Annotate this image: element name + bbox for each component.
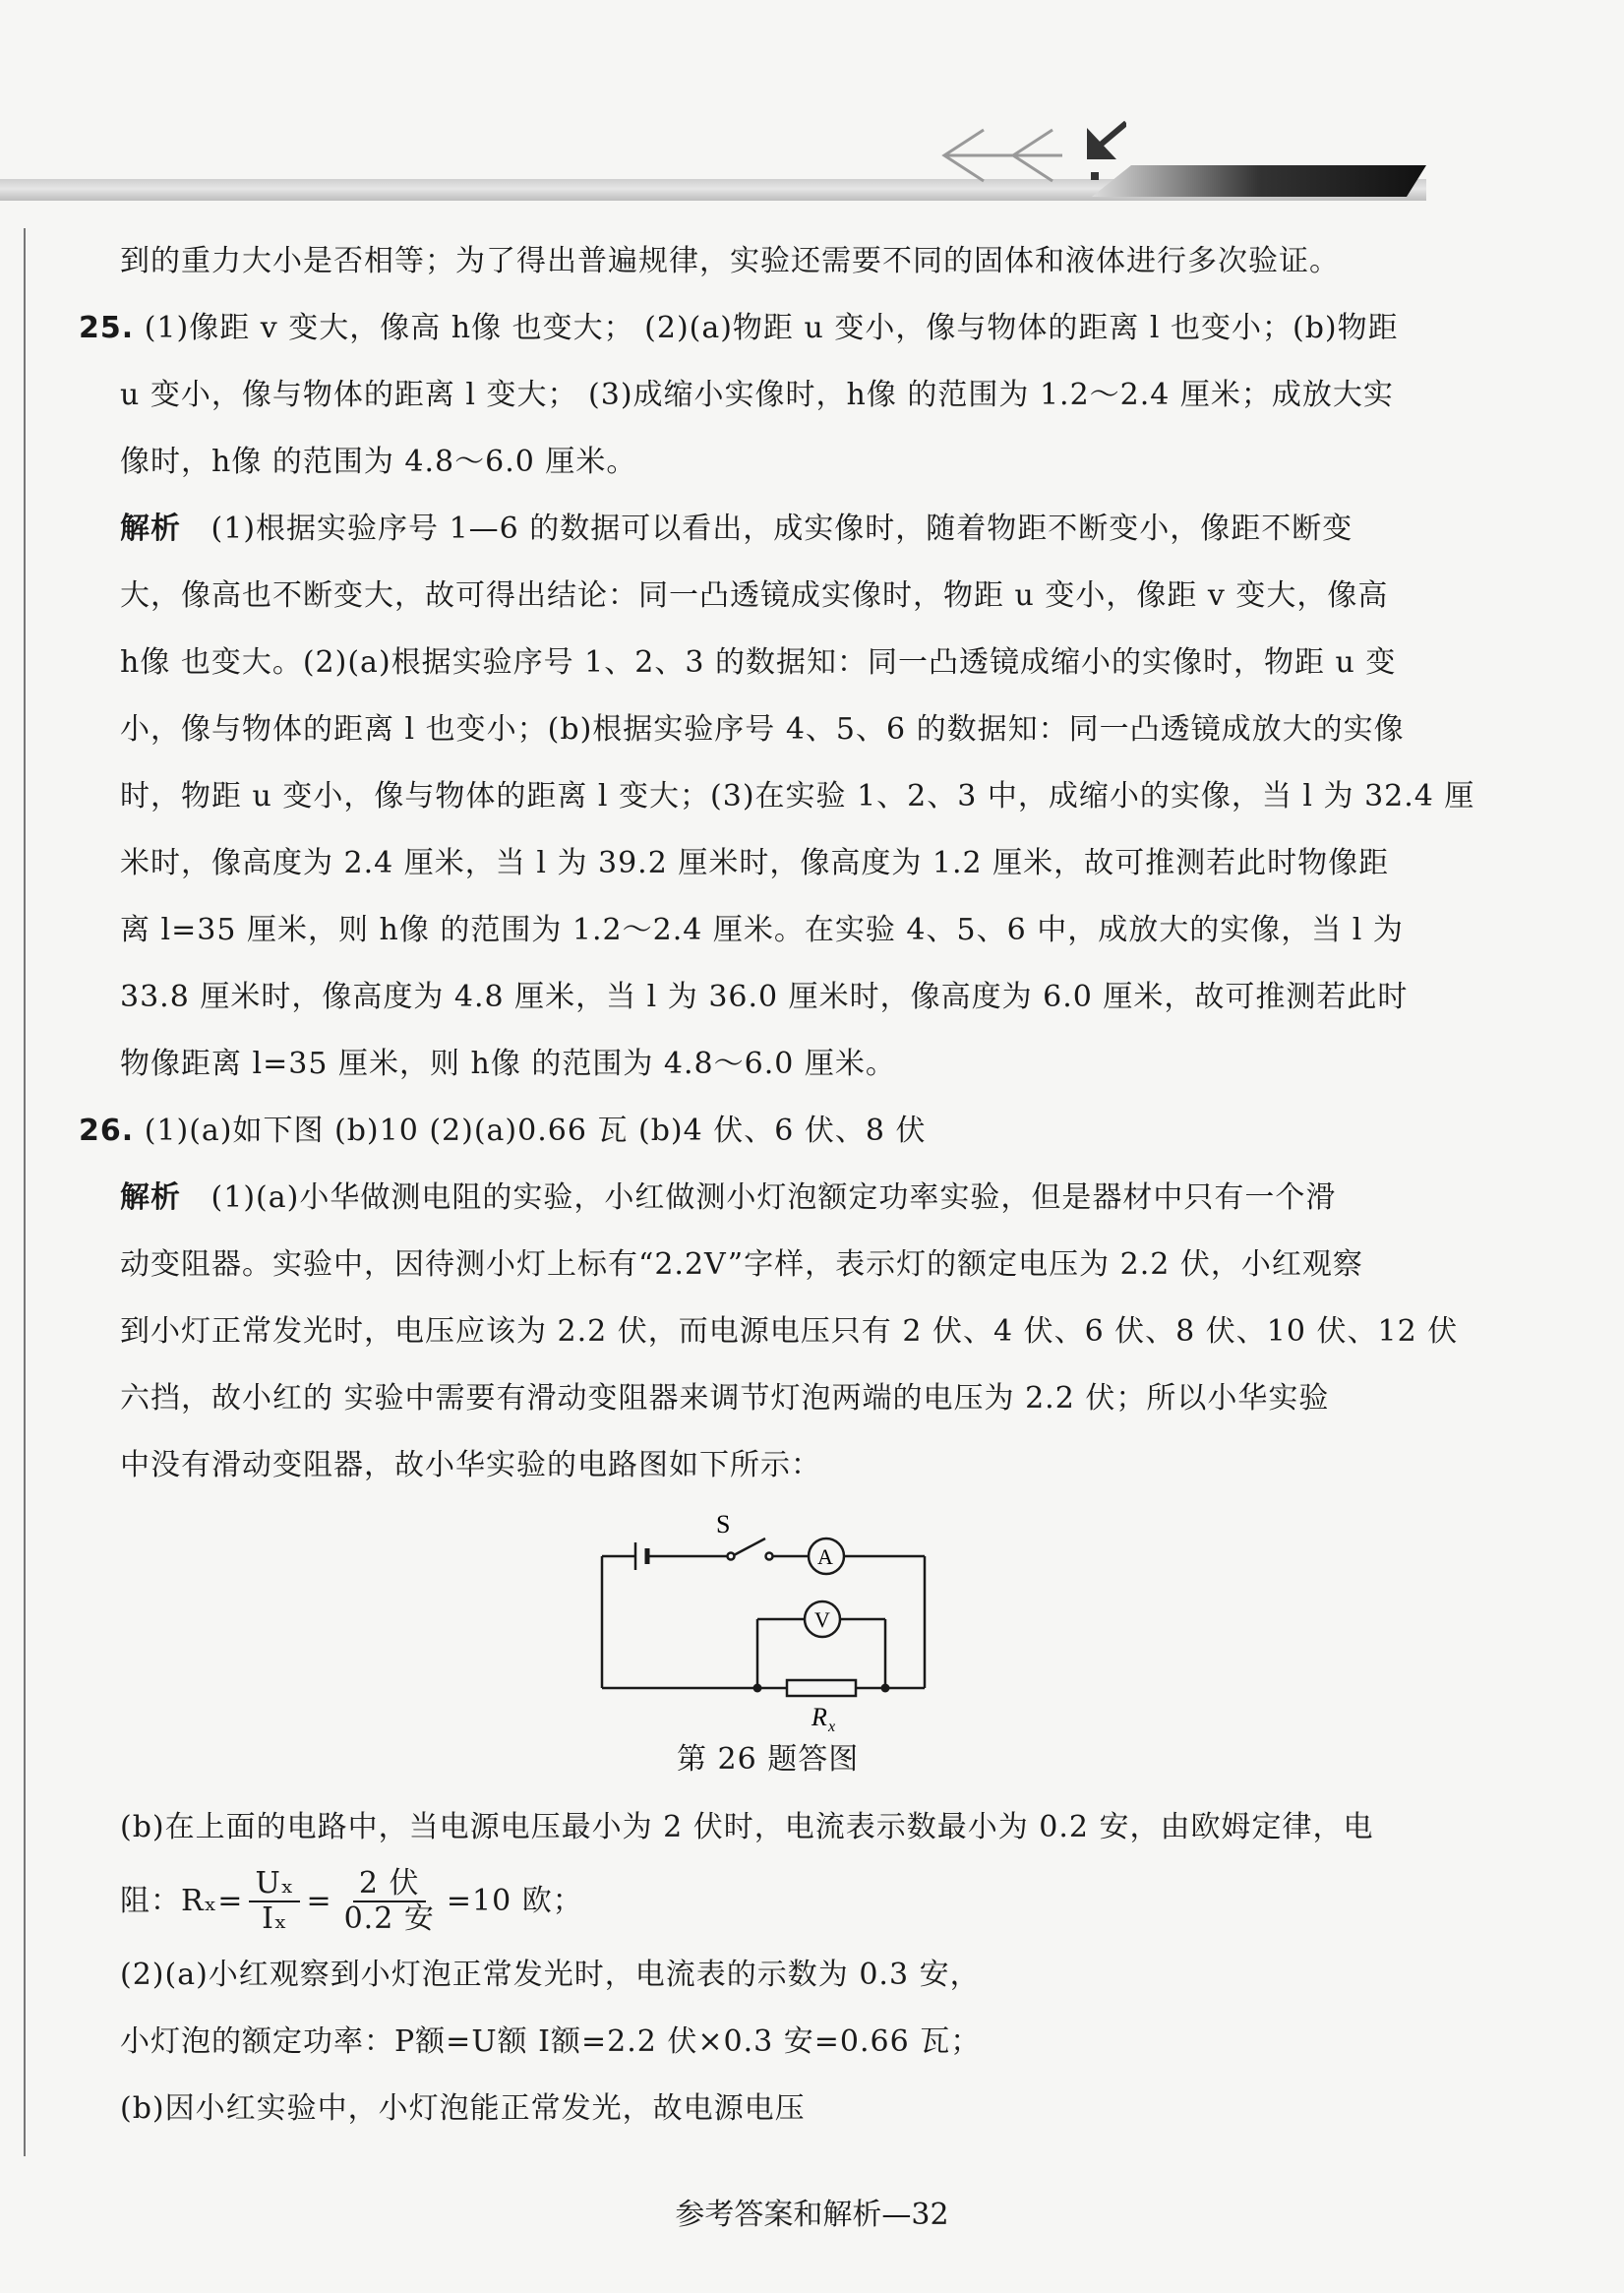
fraction-numerator: 2 伏 — [353, 1867, 426, 1902]
switch-contact — [766, 1553, 773, 1560]
q25-analysis-line: h像 也变大。(2)(a)根据实验序号 1、2、3 的数据知：同一凸透镜成缩小的实像时，物距 u 变 — [120, 645, 1397, 680]
fraction-u-over-i — [249, 1867, 300, 1936]
q25-analysis-line: 物像距离 l=35 厘米，则 h像 的范围为 4.8～6.0 厘米。 — [120, 1047, 896, 1081]
q26-analysis-line: (2)(a)小红观察到小灯泡正常发光时，电流表的示数为 0.3 安， — [120, 1958, 981, 1992]
q25-analysis-line: 33.8 厘米时，像高度为 4.8 厘米，当 l 为 36.0 厘米时，像高度为 6.0 厘米，故可推测若此时 — [120, 980, 1409, 1014]
q26-analysis-line: 小灯泡的额定功率：P额=U额 I额=2.2 伏×0.3 安=0.66 瓦； — [120, 2024, 982, 2059]
formula-prefix: 阻：Rₓ= — [120, 1884, 244, 1918]
q25-analysis-line — [79, 496, 1426, 563]
fraction-numerator: Uₓ — [249, 1867, 300, 1902]
circuit-figure — [79, 1499, 1426, 1794]
voltmeter-label: V — [814, 1607, 831, 1632]
page-content — [79, 228, 1475, 2142]
q26-answer-line — [79, 1098, 1426, 1165]
q26-analysis-line: 六挡，故小红的 实验中需要有滑动变阻器来调节灯泡两端的电压为 2.2 伏；所以小华实验 — [120, 1381, 1330, 1416]
q26-analysis-line: (b)因小红实验中，小灯泡能正常发光，故电源电压 — [120, 2091, 806, 2126]
q25-answer-line: u 变小，像与物体的距离 l 变大； (3)成缩小实像时，h像 的范围为 1.2～2.4 厘米；成放大实 — [120, 378, 1394, 412]
q26-analysis-label: 解析 — [120, 1180, 181, 1215]
continuation-text: 到的重力大小是否相等；为了得出普遍规律，实验还需要不同的固体和液体进行多次验证。 — [120, 244, 1340, 278]
fraction-denominator: Iₓ — [262, 1901, 288, 1936]
q25-analysis-label: 解析 — [120, 512, 181, 546]
q26-analysis-line — [79, 1165, 1426, 1232]
q25-number: 25. — [79, 311, 135, 345]
q25-analysis-line: 大，像高也不断变大，故可得出结论：同一凸透镜成实像时，物距 u 变小，像距 v 变大，像高 — [120, 578, 1389, 613]
header-wedge — [1092, 157, 1426, 207]
circuit-diagram — [590, 1511, 944, 1737]
fraction-values — [338, 1867, 441, 1936]
q25-answer-line: 像时，h像 的范围为 4.8～6.0 厘米。 — [120, 445, 637, 479]
q26-number: 26. — [79, 1114, 135, 1148]
q26-analysis-line: (b)在上面的电路中，当电源电压最小为 2 伏时，电流表示数最小为 0.2 安，由欧姆定律，电 — [120, 1810, 1374, 1844]
figure-caption: 第 26 题答图 — [677, 1742, 860, 1777]
q26-analysis-text: (1)(a)小华做测电阻的实验，小红做测小灯泡额定功率实验，但是器材中只有一个滑 — [211, 1180, 1337, 1215]
ammeter-label: A — [817, 1544, 834, 1569]
fraction-denominator: 0.2 安 — [343, 1901, 435, 1936]
q25-answer-text: (1)像距 v 变大，像高 h像 也变大； (2)(a)物距 u 变小，像与物体的距离 l 也变小；(b)物距 — [144, 311, 1399, 345]
q25-analysis-text: (1)根据实验序号 1—6 的数据可以看出，成实像时，随着物距不断变小，像距不断变 — [211, 512, 1353, 546]
q25-analysis-line: 小，像与物体的距离 l 也变小；(b)根据实验序号 4、5、6 的数据知：同一凸透镜成放大的实像 — [120, 712, 1405, 747]
resistor-icon — [787, 1680, 856, 1696]
formula-equals: = — [306, 1884, 332, 1918]
page-footer: 参考答案和解析—32 — [675, 2198, 949, 2232]
q25-analysis-line: 离 l=35 厘米，则 h像 的范围为 1.2～2.4 厘米。在实验 4、5、6 中，成放大的实像，当 l 为 — [120, 913, 1404, 947]
switch-contact — [728, 1553, 735, 1560]
switch-label: S — [716, 1511, 732, 1539]
q25-analysis-line: 米时，像高度为 2.4 厘米，当 l 为 39.2 厘米时，像高度为 1.2 厘米，故可推测若此时物像距 — [120, 846, 1390, 880]
q25-analysis-line: 时，物距 u 变小，像与物体的距离 l 变大；(3)在实验 1、2、3 中，成缩小的实像，当 l 为 32.4 厘 — [120, 779, 1475, 814]
junction-dot — [753, 1684, 762, 1693]
switch-blade — [734, 1539, 765, 1555]
q26-analysis-line: 中没有滑动变阻器，故小华实验的电路图如下所示： — [120, 1448, 821, 1482]
q25-answer-line — [79, 295, 1426, 362]
q26-answer-text: (1)(a)如下图 (b)10 (2)(a)0.66 瓦 (b)4 伏、6 伏、8 伏 — [144, 1114, 927, 1148]
junction-dot — [881, 1684, 890, 1693]
margin-line — [24, 228, 26, 2156]
formula-suffix: =10 欧； — [446, 1884, 583, 1918]
q26-analysis-line: 动变阻器。实验中，因待测小灯上标有“2.2V”字样，表示灯的额定电压为 2.2 伏，小红观察 — [120, 1247, 1363, 1282]
resistor-label: R — [812, 1703, 828, 1731]
q26-analysis-line: 到小灯正常发光时，电压应该为 2.2 伏，而电源电压只有 2 伏、4 伏、6 伏、8 伏、10 伏、12 伏 — [120, 1314, 1459, 1349]
ohms-law-formula — [79, 1861, 1426, 1942]
resistor-subscript: x — [828, 1719, 837, 1735]
